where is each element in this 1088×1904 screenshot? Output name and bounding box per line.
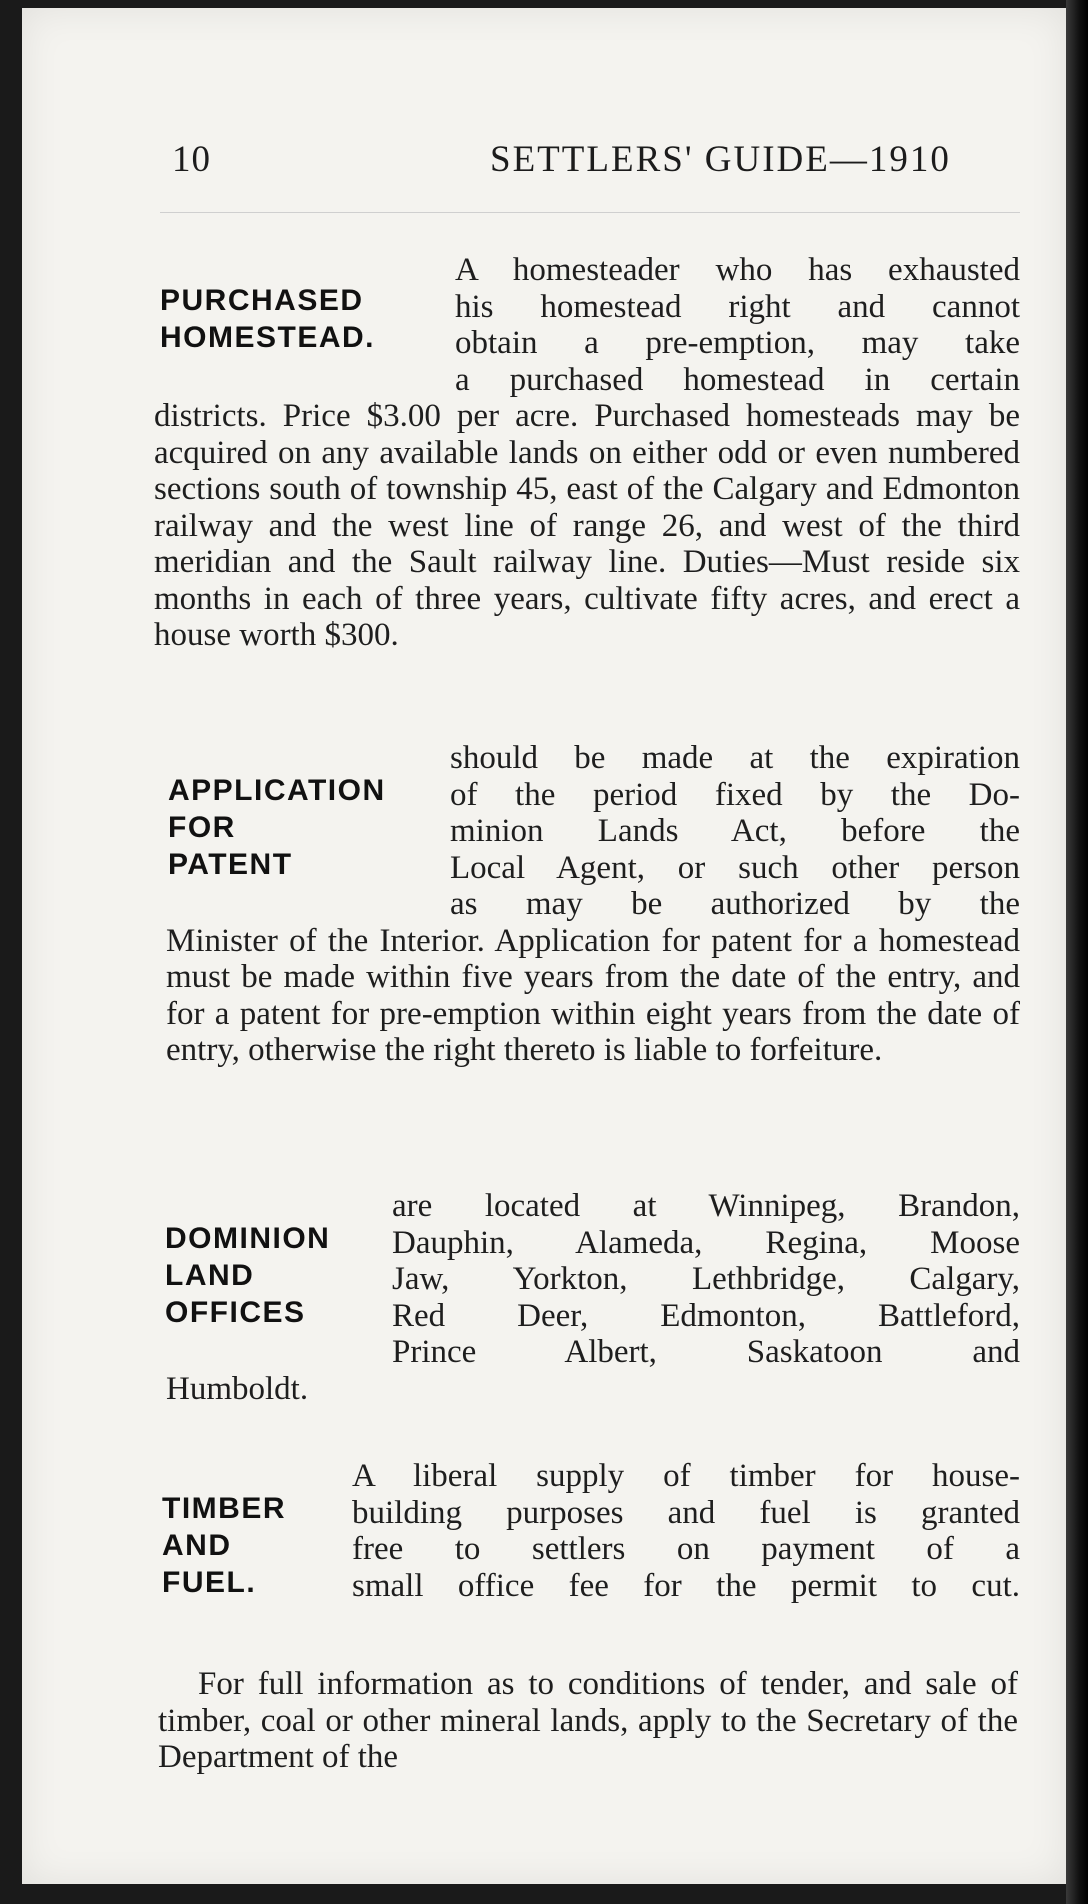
header-rule <box>160 212 1020 213</box>
section-application-for-patent <box>160 740 1020 1069</box>
closing-paragraph <box>158 1666 1018 1776</box>
section-body: A liberal supply of timber for house- building purposes and fuel is granted free to settlers on payment of a small office fee for the permit to cut. <box>352 1458 1020 1604</box>
section-timber-and-fuel <box>160 1458 1020 1604</box>
section-heading: TIMBER AND FUEL. <box>162 1492 286 1599</box>
page-number: 10 <box>172 139 211 180</box>
section-purchased-homestead <box>154 252 1020 654</box>
page-edge-shadow <box>1066 0 1088 1904</box>
section-body-full: districts. Price $3.00 per acre. Purchased homesteads may be acquired on any available lands on either odd or even numbered sections south of township 45, east of the Calgary and Edmonton railway and the west line of range 26, and west of the third meridian and the Sault railway line. Duties—Must reside six months in each of three years, cultivate fifty acres, and erect a house worth $300. <box>154 398 1020 653</box>
closing-text: For full information as to conditions of tender, and sale of timber, coal or other mineral lands, apply to the Secretary of the Department of the <box>158 1666 1018 1775</box>
section-heading: PURCHASED HOMESTEAD. <box>160 284 376 354</box>
running-title: SETTLERS' GUIDE—1910 <box>490 139 951 180</box>
section-heading: DOMINION LAND OFFICES <box>165 1222 331 1329</box>
section-body-full: Minister of the Interior. Application for patent for a homestead must be made within five years from the date of the entry, and for a patent for pre-emption within eight years from the date of entry, otherwise the right thereto is liable to forfeiture. <box>166 922 1020 1068</box>
section-dominion-land-offices <box>160 1188 1020 1407</box>
section-body: are located at Winnipeg, Brandon, Dauphin, Alameda, Regina, Moose Jaw, Yorkton, Lethbridge, Calgary, Red Deer, Edmonton, Battleford, Prince Albert, Saskatoon and Humboldt. <box>166 1188 1020 1407</box>
section-heading: APPLICATION FOR PATENT <box>168 774 386 881</box>
section-body-full: Humboldt. <box>166 1370 309 1407</box>
section-body: should be made at the expiration of the period fixed by the Do- minion Lands Act, before the Local Agent, or such other person as may be authorized by the Minister of the Interior. Application for patent for a homestead must be made within five years from the date of the entry, and for a patent for pre-emption within eight years from the date of entry, otherwise the right thereto is liable to forfeiture. <box>166 740 1020 1068</box>
section-body: A homesteader who has exhausted his homestead right and cannot obtain a pre-emption, may take a purchased homestead in certain districts. Price $3.00 per acre. Purchased homesteads may be acquired on any available lands on either odd or even numbered sections south of township 45, east of the Calgary and Edmonton railway and the west line of range 26, and west of the third meridian and the Sault railway line. Duties—Must reside six months in each of three years, cultivate fifty acres, and erect a house worth $300. <box>154 252 1020 653</box>
